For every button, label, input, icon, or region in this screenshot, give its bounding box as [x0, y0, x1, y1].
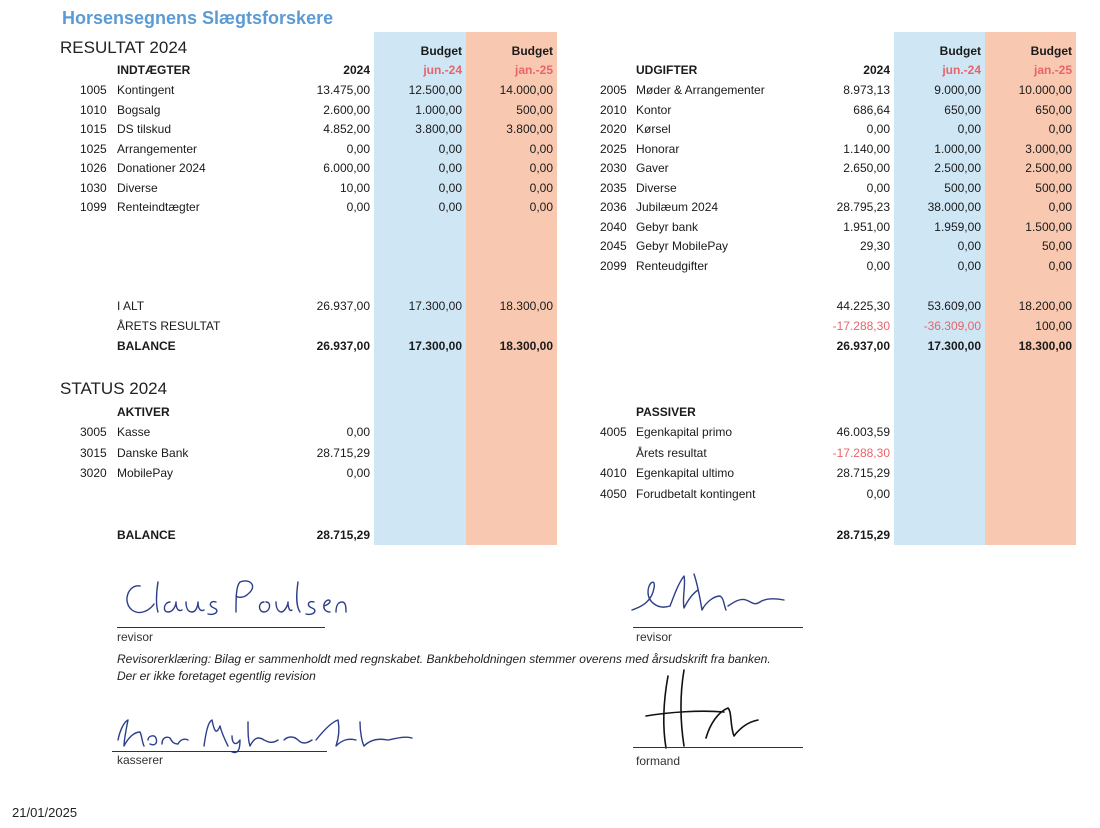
expense-code: 2005: [600, 83, 627, 97]
expense-code: 2040: [600, 219, 627, 234]
income-total-jun24: 17.300,00: [408, 299, 462, 313]
revisor2-signature-line: [633, 627, 803, 628]
formand-signature-line: [633, 747, 803, 748]
expense-2024: 28.795,23: [836, 200, 890, 214]
income-code: 1025: [80, 141, 107, 156]
income-balance-2024: 26.937,00: [316, 339, 370, 353]
expense-jan25: 0,00: [1048, 122, 1072, 136]
income-jan25: 0,00: [529, 180, 553, 195]
expense-jun24: 9.000,00: [934, 83, 981, 97]
expense-jun24: 1.959,00: [934, 219, 981, 234]
expense-name: Gebyr bank: [636, 219, 699, 234]
result-label: ÅRETS RESULTAT: [117, 319, 221, 333]
expense-code: 2036: [600, 200, 627, 214]
income-jan25: 14.000,00: [499, 83, 553, 97]
expense-2024: 2.650,00: [843, 161, 890, 175]
expense-jun24: 0,00: [957, 258, 981, 273]
expense-name: Honorar: [636, 141, 680, 156]
expense-jun24: 500,00: [944, 180, 981, 195]
expense-name: Møder & Arrangementer: [636, 83, 765, 97]
year-header: 2024: [863, 63, 890, 77]
jan25-header: jan.-25: [514, 63, 553, 77]
expense-code: 2045: [600, 239, 627, 253]
liability-code: 4005: [600, 425, 627, 439]
audit-statement-line2: Der er ikke foretaget egentlig revision: [117, 669, 316, 683]
formand-label: formand: [636, 754, 681, 768]
income-jun24: 0,00: [438, 200, 462, 214]
result-jun24: -36.309,00: [923, 319, 981, 333]
income-name: Arrangementer: [117, 141, 198, 156]
jun24-header: jun.-24: [423, 63, 462, 77]
expense-code: 2099: [600, 258, 627, 273]
expense-jan25: 0,00: [1048, 258, 1072, 273]
expense-name: Kontor: [636, 102, 672, 117]
budget-header: Budget: [939, 44, 981, 58]
expense-jan25: 500,00: [1035, 180, 1072, 195]
income-jan25: 0,00: [529, 200, 553, 214]
income-jun24: 0,00: [438, 161, 462, 175]
expense-jun24: 2.500,00: [934, 161, 981, 175]
income-jun24: 0,00: [438, 141, 462, 156]
expense-name: Jubilæum 2024: [636, 200, 719, 214]
jun24-header: jun.-24: [942, 63, 981, 77]
jan25-header: jan.-25: [1033, 63, 1072, 77]
year-header: 2024: [343, 63, 370, 77]
income-jan25: 3.800,00: [506, 122, 553, 136]
liability-value: -17.288,30: [832, 445, 890, 460]
income-code: 1030: [80, 180, 107, 195]
expense-2024: 8.973,13: [843, 83, 890, 97]
income-code: 1026: [80, 161, 107, 175]
asset-code: 3005: [80, 425, 107, 439]
expense-jan25: 10.000,00: [1018, 83, 1072, 97]
expense-jun24: 0,00: [957, 122, 981, 136]
income-code: 1015: [80, 122, 107, 136]
expense-code: 2010: [600, 102, 627, 117]
expense-jan25: 1.500,00: [1025, 219, 1072, 234]
revisor1-signature-line: [117, 627, 325, 628]
income-2024: 6.000,00: [323, 161, 370, 175]
expense-code: 2020: [600, 122, 627, 136]
asset-name: Danske Bank: [117, 445, 189, 460]
expense-jun24: 0,00: [957, 239, 981, 253]
expense-2024: 0,00: [866, 122, 890, 136]
assets-header: AKTIVER: [117, 405, 170, 419]
assets-balance-label: BALANCE: [117, 528, 176, 542]
expense-code: 2035: [600, 180, 627, 195]
asset-name: Kasse: [117, 425, 151, 439]
expense-jan25: 3.000,00: [1025, 141, 1072, 156]
kasserer-signature: [108, 710, 418, 754]
expense-2024: 1.951,00: [843, 219, 890, 234]
income-total-label: I ALT: [117, 299, 145, 313]
income-code: 1005: [80, 83, 107, 97]
expense-name: Kørsel: [636, 122, 671, 136]
income-balance-jan25: 18.300,00: [499, 339, 553, 353]
expense-total-jun24: 53.609,00: [927, 299, 981, 313]
income-jan25: 0,00: [529, 161, 553, 175]
organization-title: Horsensegnens Slægtsforskere: [62, 8, 334, 28]
asset-value: 28.715,29: [316, 445, 370, 460]
revisor1-signature: [118, 572, 338, 622]
income-jun24: 1.000,00: [415, 102, 462, 117]
expense-code: 2030: [600, 161, 627, 175]
income-2024: 10,00: [339, 180, 370, 195]
income-2024: 0,00: [346, 200, 370, 214]
liability-code: 4010: [600, 466, 627, 480]
liabilities-balance: 28.715,29: [836, 528, 890, 542]
liability-name: Egenkapital primo: [636, 425, 733, 439]
income-2024: 13.475,00: [316, 83, 370, 97]
liability-value: 46.003,59: [836, 425, 890, 439]
expense-header: UDGIFTER: [636, 63, 698, 77]
resultat-title: RESULTAT 2024: [60, 38, 188, 57]
liability-name: Årets resultat: [636, 445, 707, 460]
expense-2024: 29,30: [859, 239, 890, 253]
expense-balance-2024: 26.937,00: [836, 339, 890, 353]
liability-value: 28.715,29: [836, 466, 890, 480]
asset-name: MobilePay: [117, 466, 174, 480]
income-total-2024: 26.937,00: [316, 299, 370, 313]
expense-jan25: 50,00: [1041, 239, 1072, 253]
expense-total-jan25: 18.200,00: [1018, 299, 1072, 313]
result-2024: -17.288,30: [832, 319, 890, 333]
revisor2-signature: [624, 566, 794, 622]
liabilities-header: PASSIVER: [636, 405, 696, 419]
income-total-jan25: 18.300,00: [499, 299, 553, 313]
asset-code: 3015: [80, 445, 107, 460]
expense-jun24: 1.000,00: [934, 141, 981, 156]
revisor1-label: revisor: [117, 630, 154, 644]
income-jan25: 500,00: [516, 102, 553, 117]
liability-name: Egenkapital ultimo: [636, 466, 735, 480]
liability-value: 0,00: [866, 486, 890, 501]
income-jun24: 0,00: [438, 180, 462, 195]
income-name: DS tilskud: [117, 122, 172, 136]
income-2024: 2.600,00: [323, 102, 370, 117]
income-name: Kontingent: [117, 83, 175, 97]
income-name: Bogsalg: [117, 102, 161, 117]
expense-jan25: 650,00: [1035, 102, 1072, 117]
budget-header: Budget: [511, 44, 553, 58]
result-jan25: 100,00: [1035, 319, 1072, 333]
income-name: Donationer 2024: [117, 161, 206, 175]
liability-code: 4050: [600, 486, 627, 501]
income-balance-jun24: 17.300,00: [408, 339, 462, 353]
asset-code: 3020: [80, 466, 107, 480]
income-header: INDTÆGTER: [117, 63, 191, 77]
expense-2024: 686,64: [853, 102, 890, 117]
income-name: Renteindtægter: [117, 200, 200, 214]
expense-name: Gaver: [636, 161, 669, 175]
expense-jun24: 650,00: [944, 102, 981, 117]
expense-2024: 0,00: [866, 180, 890, 195]
expense-jun24: 38.000,00: [927, 200, 981, 214]
expense-name: Diverse: [636, 180, 677, 195]
asset-value: 0,00: [346, 425, 370, 439]
income-2024: 4.852,00: [323, 122, 370, 136]
income-jun24: 12.500,00: [408, 83, 462, 97]
expense-2024: 0,00: [866, 258, 890, 273]
income-jun24: 3.800,00: [415, 122, 462, 136]
audit-statement-line1: Revisorerklæring: Bilag er sammenholdt med regnskabet. Bankbeholdningen stemmer overens med årsudskrift fra banken.: [117, 652, 771, 666]
expense-total-2024: 44.225,30: [836, 299, 890, 313]
income-name: Diverse: [117, 180, 158, 195]
expense-balance-jan25: 18.300,00: [1018, 339, 1072, 353]
budget-header: Budget: [420, 44, 462, 58]
expense-name: Renteudgifter: [636, 258, 709, 273]
status-title: STATUS 2024: [60, 379, 168, 398]
budget-header: Budget: [1030, 44, 1072, 58]
income-jan25: 0,00: [529, 141, 553, 156]
revisor2-label: revisor: [636, 630, 673, 644]
income-code: 1099: [80, 200, 107, 214]
income-2024: 0,00: [346, 141, 370, 156]
expense-name: Gebyr MobilePay: [636, 239, 729, 253]
kasserer-signature-line: [112, 751, 327, 752]
liability-name: Forudbetalt kontingent: [636, 486, 756, 501]
kasserer-label: kasserer: [117, 753, 164, 767]
expense-balance-jun24: 17.300,00: [927, 339, 981, 353]
income-code: 1010: [80, 102, 107, 117]
assets-balance: 28.715,29: [316, 528, 370, 542]
formand-signature: [640, 668, 770, 752]
document-date: 21/01/2025: [12, 805, 78, 820]
asset-value: 0,00: [346, 466, 370, 480]
expense-jan25: 0,00: [1048, 200, 1072, 214]
expense-jan25: 2.500,00: [1025, 161, 1072, 175]
income-balance-label: BALANCE: [117, 339, 176, 353]
expense-2024: 1.140,00: [843, 141, 890, 156]
expense-code: 2025: [600, 141, 627, 156]
